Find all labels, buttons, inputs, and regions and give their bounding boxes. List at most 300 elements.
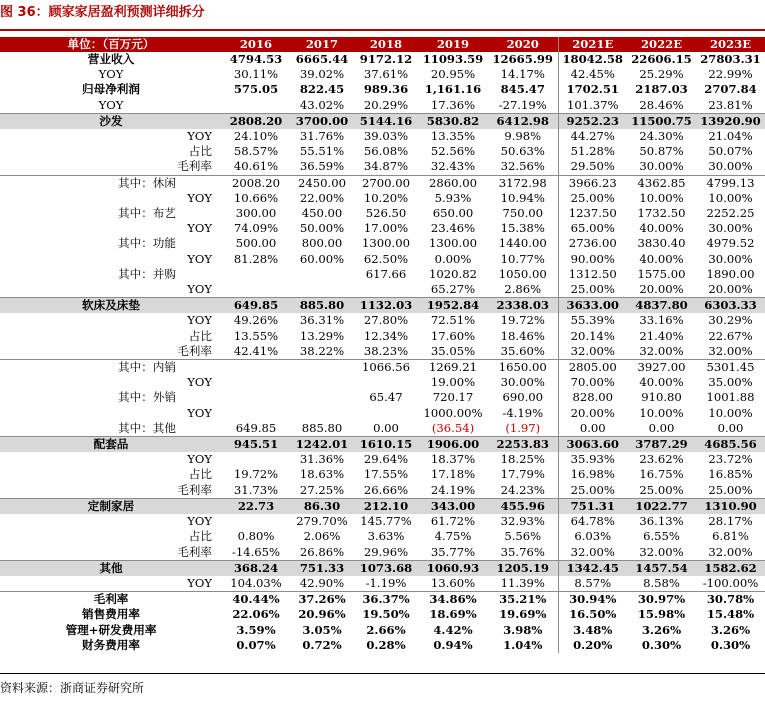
table-cell: 0.00 [696, 421, 765, 437]
header-row [0, 37, 765, 52]
table-cell: 2700.00 [362, 175, 410, 190]
table-cell: 1582.62 [696, 560, 765, 576]
table-cell: 4362.85 [637, 175, 686, 190]
figure-title: 图 36：顾家家居盈利预测详细拆分 [0, 5, 205, 20]
table-cell: 3.59% [236, 622, 276, 637]
row-label: 其中：内销 [118, 360, 176, 375]
table-row [0, 514, 765, 529]
table-cell: 27.25% [290, 483, 354, 499]
table-cell: 10.77% [500, 251, 545, 266]
table-cell: 35.21% [488, 592, 558, 608]
table-row [0, 159, 765, 175]
table-cell: 5301.45 [706, 360, 755, 375]
table-cell [222, 406, 290, 421]
table-cell: 2.06% [303, 529, 341, 544]
table-cell: 37.61% [363, 67, 409, 82]
table-cell: 10.00% [708, 405, 753, 420]
table-cell: 26.66% [354, 483, 418, 499]
table-cell: 1237.50 [558, 206, 627, 221]
table-cell: 1702.51 [558, 82, 627, 97]
table-cell: 61.72% [430, 514, 476, 529]
table-cell: 3172.98 [498, 175, 547, 190]
table-cell: 343.00 [418, 498, 488, 514]
header-year: 2023E [696, 37, 765, 52]
table-row [0, 390, 765, 405]
table-cell: 42.41% [222, 344, 290, 360]
table-cell: 23.46% [430, 221, 476, 236]
table-cell: 101.37% [558, 98, 627, 114]
table-cell: 0.94% [433, 637, 473, 652]
table-cell: 2707.84 [704, 82, 757, 97]
table-cell: 720.17 [432, 390, 474, 405]
table-cell [222, 375, 290, 390]
table-row [0, 576, 765, 592]
table-cell: 31.36% [299, 452, 345, 467]
table-row [0, 638, 765, 653]
table-cell: 18042.58 [558, 52, 627, 67]
table-row [0, 252, 765, 267]
table-cell: 5.56% [504, 529, 542, 544]
table-cell: 62.50% [363, 251, 409, 266]
table-cell: 40.61% [222, 159, 290, 175]
table-cell: 20.95% [430, 67, 476, 82]
table-cell: 11.39% [488, 576, 558, 592]
table-cell: 19.00% [430, 375, 476, 390]
table-cell: 40.44% [222, 592, 290, 608]
table-cell: 1073.68 [354, 560, 418, 576]
table-cell [290, 390, 354, 405]
table-cell [222, 390, 290, 405]
table-cell: 15.38% [500, 221, 545, 236]
table-cell: 751.31 [558, 498, 627, 514]
table-row [0, 98, 765, 114]
table-cell: 50.63% [500, 144, 545, 159]
table-cell: 20.00% [558, 406, 627, 421]
table-cell: 23.72% [708, 452, 753, 467]
row-label: YOY [0, 98, 222, 114]
table-cell: 43.02% [290, 98, 354, 114]
table-cell: 3.05% [302, 622, 342, 637]
table-cell: 650.00 [432, 206, 474, 221]
table-cell: 27.80% [363, 313, 409, 328]
table-cell: 6.55% [643, 529, 680, 544]
table-cell: 30.00% [696, 159, 765, 175]
table-cell: 2860.00 [429, 175, 477, 190]
table-cell: 3633.00 [558, 298, 627, 314]
table-row [0, 236, 765, 251]
table-cell: 22.73 [222, 498, 290, 514]
table-row [0, 483, 765, 499]
table-cell [222, 98, 290, 114]
header-year: 2022E [627, 37, 696, 52]
forecast-table [0, 37, 765, 653]
table-cell: 21.40% [639, 328, 684, 343]
table-cell: 13.29% [299, 328, 345, 343]
table-cell: 845.47 [500, 82, 545, 97]
table-row [0, 175, 765, 191]
row-label: 定制家居 [0, 498, 222, 514]
table-cell: 3830.40 [637, 236, 686, 251]
table-cell: 6303.33 [696, 298, 765, 314]
table-cell: 1066.56 [362, 360, 410, 375]
table-cell: 49.26% [233, 313, 279, 328]
row-label: YOY [187, 221, 212, 236]
table-cell: 58.57% [233, 144, 279, 159]
table-cell: 279.70% [296, 514, 348, 529]
table-cell: 16.75% [639, 467, 684, 482]
table-row [0, 113, 765, 129]
table-cell: 0.20% [558, 638, 627, 653]
table-cell: -14.65% [222, 545, 290, 561]
table-cell: 28.17% [708, 514, 753, 529]
table-cell: 2338.03 [488, 298, 558, 314]
table-cell: 10.66% [233, 190, 279, 205]
table-cell [222, 452, 290, 467]
table-cell: 35.00% [708, 375, 753, 390]
table-cell: 72.51% [430, 313, 476, 328]
table-cell: 25.00% [696, 483, 765, 499]
table-cell: -1.19% [354, 576, 418, 592]
table-row [0, 267, 765, 282]
row-label: 其中：其他 [0, 421, 222, 437]
title-rule [0, 29, 765, 31]
table-cell: 1060.93 [418, 560, 488, 576]
table-cell: 36.37% [354, 592, 418, 608]
table-cell: 55.51% [299, 144, 345, 159]
table-cell [290, 360, 354, 376]
table-cell: 10.00% [639, 405, 684, 420]
table-cell: 1,161.16 [424, 82, 482, 97]
table-cell: 1205.19 [488, 560, 558, 576]
table-cell: 10.20% [363, 190, 409, 205]
table-cell: 32.00% [696, 344, 765, 360]
table-cell: 1650.00 [498, 360, 547, 375]
table-cell: 5144.16 [354, 113, 418, 129]
table-cell: 13.35% [430, 129, 476, 144]
table-cell: 90.00% [558, 252, 627, 267]
table-cell: 368.24 [222, 560, 290, 576]
table-cell: 30.00% [708, 251, 753, 266]
header-year: 2020 [488, 37, 558, 52]
table-cell: 649.85 [222, 421, 290, 437]
table-cell: 20.14% [558, 329, 627, 344]
table-cell: 2187.03 [635, 82, 688, 97]
table-cell: 3787.29 [627, 437, 696, 453]
table-cell: 20.29% [354, 98, 418, 114]
table-cell: 29.96% [354, 545, 418, 561]
row-label: 配套品 [0, 437, 222, 453]
table-row [0, 298, 765, 314]
table-cell: 38.22% [290, 344, 354, 360]
table-cell: 3700.00 [290, 113, 354, 129]
table-cell: 3927.00 [637, 360, 686, 375]
table-cell: 0.72% [302, 637, 342, 652]
table-cell: 65.00% [558, 221, 627, 236]
table-cell: 3.26% [710, 622, 751, 637]
table-cell: 28.46% [627, 98, 696, 114]
table-cell: 86.30 [290, 498, 354, 514]
table-row [0, 206, 765, 221]
table-cell: 35.05% [418, 344, 488, 360]
table-cell: 9252.23 [558, 113, 627, 129]
table-cell: 0.28% [366, 637, 406, 652]
table-cell: 16.98% [558, 467, 627, 482]
row-label: YOY [187, 313, 212, 328]
table-cell: 6.81% [712, 529, 749, 544]
table-cell: 34.87% [354, 159, 418, 175]
table-cell: 989.36 [363, 82, 409, 97]
table-cell [222, 360, 290, 376]
table-cell: 6665.44 [295, 52, 349, 66]
table-cell: 25.00% [558, 483, 627, 499]
table-row [0, 560, 765, 576]
row-label: 其中：并购 [118, 266, 176, 281]
row-label: YOY [0, 576, 222, 592]
table-cell: 17.79% [500, 467, 545, 482]
table-cell: 19.72% [500, 313, 545, 328]
table-cell: 30.78% [696, 592, 765, 608]
table-cell: 1001.88 [706, 390, 755, 405]
table-cell [290, 282, 354, 298]
table-cell: 15.98% [637, 607, 686, 622]
table-cell: 65.47 [369, 390, 403, 405]
row-label: YOY [98, 67, 124, 82]
row-label: YOY [187, 190, 212, 205]
table-cell: 4979.52 [706, 236, 755, 251]
table-row [0, 191, 765, 206]
table-cell: 32.00% [627, 344, 696, 360]
table-row [0, 360, 765, 376]
table-cell: 750.00 [502, 206, 544, 221]
row-label: 归母净利润 [82, 82, 140, 97]
table-row [0, 406, 765, 421]
table-cell: 9.98% [504, 129, 542, 144]
header-year: 2017 [290, 37, 354, 52]
table-cell: 2253.83 [488, 437, 558, 453]
row-label: YOY [0, 282, 222, 298]
table-cell: 60.00% [299, 251, 345, 266]
row-label: YOY [187, 452, 212, 467]
table-cell: 30.11% [233, 67, 279, 82]
table-cell: 575.05 [233, 82, 279, 97]
table-cell: 32.00% [696, 545, 765, 561]
row-label: 其中：休闲 [118, 175, 176, 190]
table-cell: 22.06% [232, 607, 280, 622]
table-cell: 35.93% [558, 452, 627, 467]
table-cell: 10.00% [639, 190, 684, 205]
table-cell: 0.80% [237, 529, 275, 544]
row-label: 占比 [188, 529, 212, 544]
table-row [0, 67, 765, 82]
table-cell: 20.00% [627, 282, 696, 298]
table-cell: 36.13% [639, 514, 684, 529]
row-label: 毛利率 [0, 592, 222, 608]
table-row [0, 437, 765, 453]
table-cell: 17.60% [430, 328, 476, 343]
table-cell: 29.50% [558, 159, 627, 175]
table-cell: 1000.00% [423, 405, 483, 420]
table-cell: 32.00% [558, 344, 627, 360]
table-row [0, 52, 765, 67]
table-cell: 35.77% [418, 545, 488, 561]
table-cell: 104.03% [222, 576, 290, 592]
table-cell: 0.00 [558, 421, 627, 437]
table-row [0, 313, 765, 328]
table-cell: 17.00% [363, 221, 409, 236]
table-cell: 25.00% [627, 483, 696, 499]
table-cell [222, 514, 290, 529]
table-cell [290, 375, 354, 390]
table-cell: 56.08% [363, 144, 409, 159]
row-label: 财务费用率 [82, 637, 140, 652]
table-cell: 500.00 [235, 236, 277, 251]
table-row [0, 129, 765, 144]
table-cell: 16.85% [708, 467, 753, 482]
table-cell: 55.39% [558, 313, 627, 328]
table-cell: 3.26% [641, 622, 682, 637]
table-cell: 1906.00 [418, 437, 488, 453]
table-cell: 1132.03 [354, 298, 418, 314]
table-cell: 4799.13 [706, 175, 755, 190]
row-label: YOY [187, 129, 212, 144]
table-cell: 5.93% [434, 190, 472, 205]
table-cell: 20.96% [298, 607, 346, 622]
table-cell [290, 406, 354, 421]
table-cell: 30.29% [708, 313, 753, 328]
table-cell: 145.77% [360, 514, 412, 529]
table-cell: 32.00% [627, 545, 696, 561]
row-label: YOY [187, 514, 212, 529]
table-cell: 690.00 [502, 390, 544, 405]
row-label: 沙发 [0, 113, 222, 129]
table-cell: 22.00% [299, 190, 345, 205]
source-note: 资料来源：浙商证券研究所 [0, 681, 145, 695]
table-row [0, 144, 765, 159]
table-cell: 2450.00 [298, 175, 346, 190]
table-cell: 23.81% [696, 98, 765, 114]
table-row [0, 375, 765, 390]
table-cell: 1610.15 [354, 437, 418, 453]
table-cell: 2808.20 [222, 113, 290, 129]
table-cell [290, 267, 354, 282]
table-cell: 11093.59 [422, 52, 484, 66]
table-cell: 1440.00 [498, 236, 547, 251]
table-cell: 1732.50 [637, 206, 686, 221]
table-cell: 33.16% [639, 313, 684, 328]
table-cell: 4.42% [433, 622, 473, 637]
table-cell: 24.30% [639, 129, 684, 144]
table-cell: 0.00% [434, 251, 472, 266]
row-label: 占比 [188, 328, 212, 343]
table-cell: 0.00 [354, 421, 418, 437]
row-label: 其他 [0, 560, 222, 576]
table-cell: 22.67% [708, 328, 753, 343]
table-cell: 9172.12 [359, 52, 413, 66]
table-cell: 6412.98 [488, 113, 558, 129]
table-row [0, 529, 765, 544]
table-cell: 1457.54 [627, 560, 696, 576]
table-row [0, 221, 765, 236]
table-cell: 1050.00 [498, 266, 547, 281]
table-cell: 0.07% [236, 637, 276, 652]
table-cell: 24.23% [488, 483, 558, 499]
table-cell: 2736.00 [558, 236, 627, 251]
bottom-rule [0, 673, 765, 674]
row-label: YOY [187, 405, 212, 420]
table-cell: 617.66 [365, 266, 407, 281]
table-cell: 4685.56 [696, 437, 765, 453]
table-cell: 18.46% [500, 328, 545, 343]
table-cell: 39.02% [299, 67, 345, 82]
table-cell: 945.51 [222, 437, 290, 453]
table-cell: 32.00% [558, 545, 627, 561]
table-cell [222, 282, 290, 298]
table-cell: 50.00% [299, 221, 345, 236]
table-cell: 20.00% [696, 282, 765, 298]
row-label: 销售费用率 [82, 607, 140, 622]
table-cell: 526.50 [365, 206, 407, 221]
table-cell: 22606.15 [631, 52, 692, 66]
table-cell: 12665.99 [492, 52, 553, 66]
table-cell [222, 267, 290, 282]
table-cell: 1952.84 [418, 298, 488, 314]
table-cell: -100.00% [696, 576, 765, 592]
table-cell: 22.99% [708, 67, 753, 82]
table-cell: 3063.60 [558, 437, 627, 453]
table-cell: 70.00% [558, 375, 627, 390]
row-label: 软床及床垫 [0, 298, 222, 314]
table-cell: 12.34% [363, 328, 409, 343]
table-cell: 1300.00 [429, 236, 477, 251]
table-cell: 36.31% [299, 313, 345, 328]
table-cell: 42.45% [558, 67, 627, 82]
table-cell: 1310.90 [696, 498, 765, 514]
table-cell: 4837.80 [627, 298, 696, 314]
table-cell: 3966.23 [558, 175, 627, 191]
table-cell: 23.62% [639, 452, 684, 467]
table-cell: 25.00% [558, 282, 627, 298]
table-cell: 74.09% [233, 221, 279, 236]
table-cell: 1312.50 [558, 267, 627, 282]
table-cell: 10.94% [500, 190, 545, 205]
table-cell: 8.58% [627, 576, 696, 592]
table-cell: 39.03% [363, 129, 409, 144]
header-unit: 单位：（百万元） [0, 37, 222, 52]
row-label: 其中：布艺 [118, 206, 176, 221]
table-cell: 8.57% [558, 576, 627, 592]
table-cell: 910.80 [641, 390, 682, 405]
table-cell: 13.55% [233, 328, 279, 343]
table-cell: 3.63% [367, 529, 405, 544]
table-cell: 35.60% [488, 344, 558, 360]
table-cell: 17.55% [363, 467, 409, 482]
table-row [0, 623, 765, 638]
table-cell: 32.93% [500, 514, 545, 529]
table-cell: 44.27% [558, 129, 627, 144]
table-cell: 1890.00 [706, 266, 755, 281]
header-year: 2021E [558, 37, 627, 52]
table-cell: 52.56% [430, 144, 476, 159]
table-cell: 1575.00 [637, 266, 686, 281]
table-cell: 25.00% [558, 191, 627, 206]
table-cell: 19.72% [233, 467, 279, 482]
table-cell: 31.76% [299, 129, 345, 144]
table-cell: 1269.21 [429, 360, 477, 375]
table-cell: 26.86% [290, 545, 354, 561]
table-cell: 2.86% [488, 282, 558, 298]
table-cell: 64.78% [558, 514, 627, 529]
table-row [0, 545, 765, 561]
